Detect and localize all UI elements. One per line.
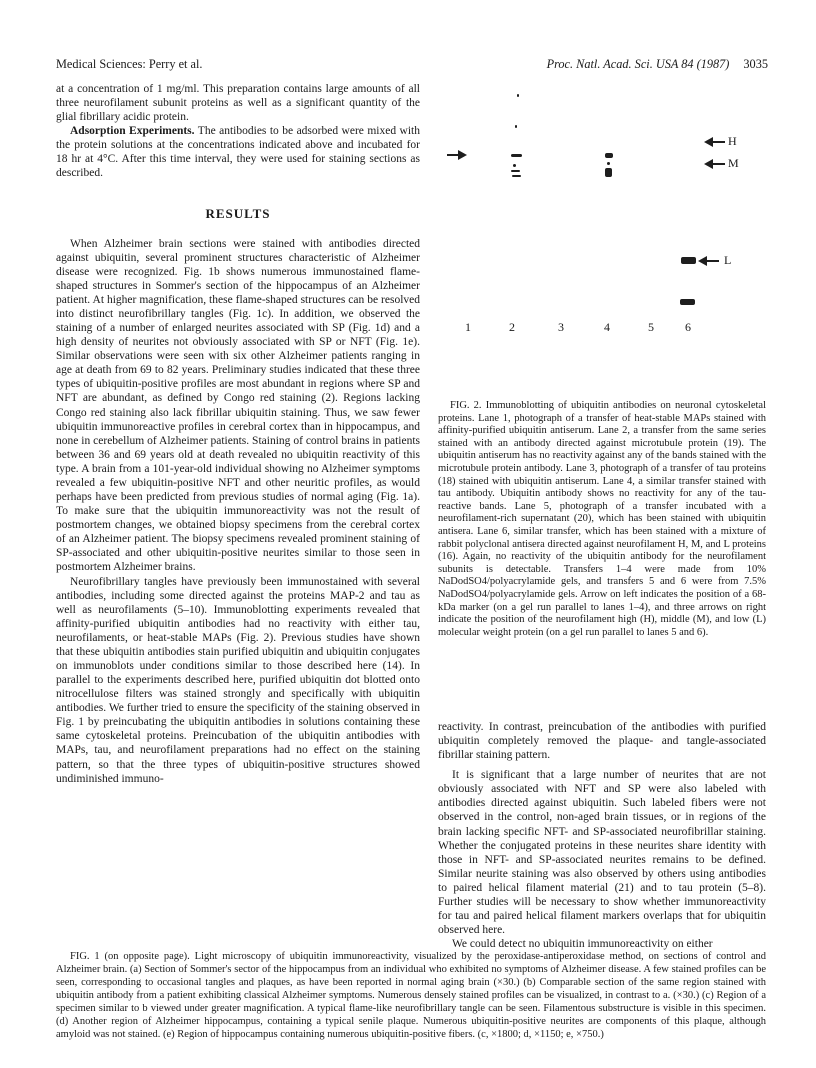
- paragraph-right-1: reactivity. In contrast, preincubation of the antibodies with purified ubiquitin completely removed the plaque- and tangle-associated fibrillar staining pattern.: [438, 721, 766, 762]
- section-heading-results: RESULTS: [205, 205, 271, 221]
- paragraph-results-2: Neurofibrillary tangles have previously been immunostained with several antibodies, including some directed against the proteins MAP-2 and tau as well as neurofilaments (5–10). Immunoblotting experiments revealed that affinity-purified ubiquitin antibodies had no reactivity with either tau, neurofilaments, or heat-stable MAPs (Fig. 2). Previous studies have shown that these ubiquitin antibodies stain purified ubiquitin and ubiquitin conjugates on immunoblots under conditions similar to those described here (14). In parallel to the experiments described here, purified ubiquitin dot blotted onto nitrocellulose filters was stained strongly and specifically with ubiquitin antibodies. We further tried to ensure the specificity of the staining observed in Fig. 1 by preincubating the ubiquitin antibodies in solutions containing these same cytoskeletal proteins. Preincubation of the ubiquitin antibodies with MAPs, tau, and neurofilament preparations had no effect on the staining pattern, so that the three types of ubiquitin-positive structures showed undiminished immuno-: [56, 575, 420, 785]
- lane-1-speck: [515, 125, 517, 128]
- figure-1-caption-text: FIG. 1 (on opposite page). Light microscopy of ubiquitin immunoreactivity, visualized by the peroxidase-antiperoxidase method, on sections of control and Alzheimer brain. (a) Section of Sommer's sector of the hippocampus from an individual who exhibited no symptoms of Alzheimer disease. A few stained profiles can be seen, corresponding to occasional tangles and plaques, as have been reported in normal aging brain (×30.) (b) Comparable section of the same region stained with ubiquitin antibody from a patient exhibiting classical Alzheimer symptoms. Numerous densely stained profiles can be visualized, in contrast to a. (×30.) (c) Region of a specimen similar to b viewed under greater magnification. A typical flame-like neurofibrillary tangle can be seen. Filamentous substructure is visible in this specimen. (d) Another region of Alzheimer hippocampus, containing a typical senile plaque. Numerous ubiquitin-positive neurites are components of this plaque, although amyloid was not stained. (e) Region of hippocampus containing numerous ubiquitin-positive fibers. (c, ×1800; d, ×1150; e, ×750.): [56, 951, 766, 1040]
- lane-4-band: [605, 168, 612, 177]
- lane-6-band-lower: [680, 299, 695, 305]
- paragraph-right-3: We could detect no ubiquitin immunoreactivity on either: [452, 938, 713, 951]
- lane-number-6: 6: [685, 320, 691, 334]
- marker-68kda-arrow-icon: [446, 150, 468, 160]
- lane-1-speck: [517, 94, 519, 97]
- paragraph-adsorption: [56, 124, 420, 180]
- lane-4-band: [605, 153, 613, 158]
- marker-l-arrow-icon: [698, 256, 720, 266]
- lane-number-1: 1: [465, 320, 471, 334]
- paragraph-results-1: When Alzheimer brain sections were stained with antibodies directed against ubiquitin, several prominent structures characteristic of Alzheimer disease were recognized. Fig. 1b shows numerous immunostained flame-shaped structures in Sommer's section of the hippocampus of an Alzheimer patient. At higher magnification, these flame-shaped structures can be resolved into distinct neurofibrillary tangles (Fig. 1c). In addition, we observed the staining of a number of enlarged neurites associated with SP (Fig. 1d) and a high density of neurites not obviously associated with SP or NFT (Fig. 1e). Similar observations were seen with six other Alzheimer patients ranging in age at death from 69 to 82 years. Preliminary studies indicated that these three types of ubiquitin-positive profiles are most abundant in regions where SP and NFT are abundant, as defined by Congo red staining (2). Regions lacking Congo red staining also lack fibrillar ubiquitin staining. Thus, we saw fewer ubiquitin immunoreactive profiles in cerebral cortex than in hippocampus, and none in cerebellum of Alzheimer patients. Staining of control brains in patients between 36 and 69 years old at death revealed no ubiquitin reactivity of this type. A brain from a 101-year-old individual showing no Alzheimer symptoms revealed a few ubiquitin-positive NFT and other neuritic profiles, as would perhaps have been predicted from previous studies of normal aging (Fig. 1a). To make sure that the ubiquitin immunoreactivity was not the result of postmortem changes, we obtained biopsy specimens from the cerebral cortex of an Alzheimer patient. The biopsy specimens revealed prominent staining of SP-associated and other ubiquitin-positive neurites similar to those seen in postmortem Alzheimer brains.: [56, 237, 420, 574]
- adsorption-runin-title: Adsorption Experiments.: [70, 125, 195, 138]
- figure-2-caption-text: FIG. 2. Immunoblotting of ubiquitin antibodies on neuronal cytoskeletal proteins. Lane 1, photograph of a transfer of heat-stable MAPs stained with affinity-purified ubiquitin antiserum. Lane 2, a transfer from the same series stained with an antibody directed against microtubule protein (19). The ubiquitin antiserum has no reactivity against any of the bands stained with the microtubule protein antibody. Lane 3, photograph of a transfer of tau proteins (18) stained with ubiquitin antiserum. Lane 4, a similar transfer stained with tau antibody. Ubiquitin antibody shows no reactivity for any of the tau-reactive bands. Lane 5, photograph of a transfer incubated with a neurofilament-rich supernatant (20), which has been stained with ubiquitin antisera. Lane 6, similar transfer, which has been stained with a mixture of rabbit polyclonal antisera directed against neurofilament H, M, and L proteins (16). Again, no reactivity of the ubiquitin antibody for the neurofilament subunits is detectable. Transfers 1–4 were made from 10% NaDodSO4/polyacrylamide gels, and transfers 5 and 6 were from 7.5% NaDodSO4/polyacrylamide gels. Arrow on left indicates the position of a 68-kDa marker (on a gel run parallel to lanes 1–4), and three arrows on right indicate the position of the neurofilament high (H), middle (M), and low (L) molecular weight protein (on a gel run parallel to lanes 5 and 6).: [438, 400, 766, 638]
- figure-2-immunoblot: [438, 84, 766, 396]
- left-column: [56, 82, 420, 786]
- lane-number-3: 3: [558, 320, 564, 334]
- journal-citation: Proc. Natl. Acad. Sci. USA 84 (1987): [546, 57, 730, 71]
- lane-number-4: 4: [604, 320, 610, 334]
- lane-number-5: 5: [648, 320, 654, 334]
- marker-h-arrow-icon: [704, 137, 726, 147]
- adsorption-text: The antibodies to be adsorbed were mixed with the protein solutions at the concentrations indicated above and incubated for 18 hr at 4°C. After this time interval, they were used for staining sections as described.: [56, 125, 420, 180]
- page-number: 3035: [743, 57, 768, 71]
- marker-m-label: M: [728, 156, 739, 170]
- lane-2-band: [511, 170, 520, 172]
- lane-number-2: 2: [509, 320, 515, 334]
- right-column: [438, 720, 766, 951]
- marker-h-label: H: [728, 134, 737, 148]
- figure-2-caption: [438, 400, 766, 639]
- lane-2-band: [511, 154, 522, 157]
- figure-1-caption: [56, 951, 766, 1042]
- lane-4-band: [607, 162, 610, 165]
- lane-2-band: [512, 175, 521, 177]
- running-header-right: [547, 57, 768, 72]
- running-header-left: Medical Sciences: Perry et al.: [56, 57, 203, 71]
- lane-6-band-l: [681, 257, 696, 264]
- lane-2-band: [513, 164, 516, 167]
- marker-l-label: L: [724, 253, 732, 267]
- paragraph-right-2: It is significant that a large number of neurites that are not obviously associated with NFT and SP were also labeled with antibodies directed against ubiquitin. Such labeled fibers were not observed in the control, non-aged brain tissues, or in regions of the brain lacking specific NFT- and SP-associated neurofibrillar staining. Whether the conjugated proteins in these neurites share identity with those in NFT- and SP-associated neurites remains to be defined. Similar neurite staining was also observed by others using antibodies to paired helical filament material (21) and to tau protein (5–8). Further studies will be necessary to show whether immunoreactivity for tau and paired helical filament markers overlaps that for ubiquitin observed here.: [438, 769, 766, 937]
- marker-m-arrow-icon: [704, 159, 726, 169]
- paragraph-materials-end: at a concentration of 1 mg/ml. This preparation contains large amounts of all three neurofilament subunit proteins as well as a significant quantity of the glial fibrillary acidic protein.: [56, 83, 420, 124]
